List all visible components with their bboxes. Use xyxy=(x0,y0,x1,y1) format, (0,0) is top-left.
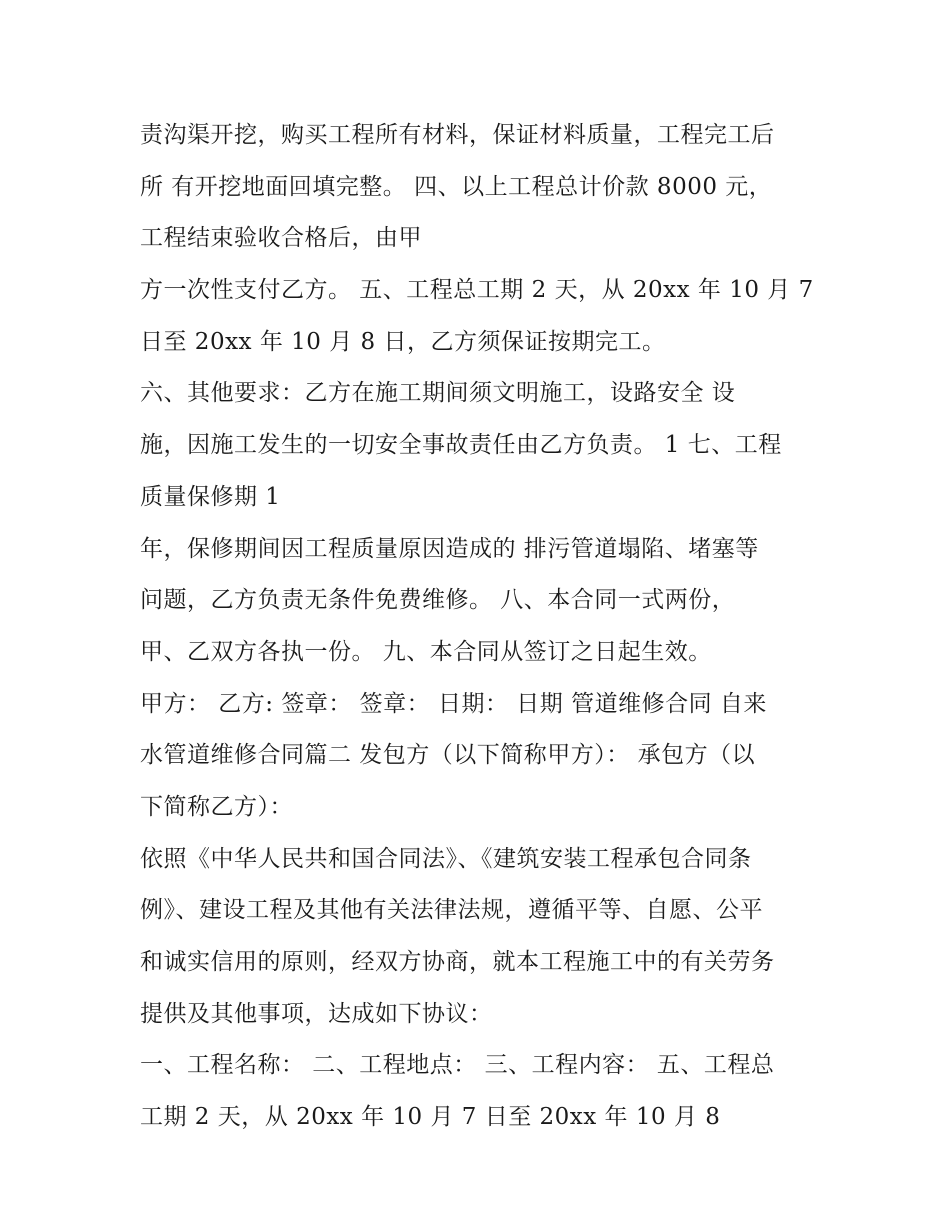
text-line: 施，因施工发生的一切安全事故责任由乙方负责。 1 七、工程 xyxy=(140,432,782,459)
text-line: 例》、建设工程及其他有关法律法规，遵循平等、自愿、公平 xyxy=(140,897,763,924)
text-line: 和诚实信用的原则，经双方协商，就本工程施工中的有关劳务 xyxy=(140,949,775,975)
document-body xyxy=(140,110,830,1144)
text-line: 日至 20xx 年 10 月 8 日，乙方须保证按期完工。 xyxy=(140,328,666,355)
text-line: 甲方： 乙方: 签章： 签章： 日期： 日期 管道维修合同 自来 xyxy=(140,690,767,717)
text-line: 下简称乙方）： xyxy=(140,793,293,820)
text-line: 方一次性支付乙方。 五、工程总工期 2 天，从 20xx 年 10 月 7 xyxy=(140,277,814,304)
text-line: 质量保修期 1 xyxy=(140,483,281,510)
text-line: 年，保修期间因工程质量原因造成的 排污管道塌陷、堵塞等 xyxy=(140,535,759,562)
text-line: 工程结束验收合格后，由甲 xyxy=(140,225,422,252)
text-line: 问题，乙方负责无条件免费维修。 八、本合同一式两份， xyxy=(140,587,736,614)
text-line: 一、工程名称： 二、工程地点： 三、工程内容： 五、工程总 xyxy=(140,1052,775,1079)
text-line: 所 有开挖地面回填完整。 四、以上工程总计价款 8000 元， xyxy=(140,173,773,200)
text-line: 工期 2 天，从 20xx 年 10 月 7 日至 20xx 年 10 月 8 xyxy=(140,1104,721,1131)
text-line: 水管道维修合同篇二 发包方（以下简称甲方）： 承包方（以 xyxy=(140,742,756,769)
text-line: 依照《中华人民共和国合同法》、《建筑安装工程承包合同条 xyxy=(140,845,752,872)
text-line: 甲、乙双方各执一份。 九、本合同从签订之日起生效。 xyxy=(140,638,712,665)
text-line: 提供及其他事项，达成如下协议： xyxy=(140,1000,493,1027)
text-line: 责沟渠开挖，购买工程所有材料，保证材料质量，工程完工后 xyxy=(140,122,775,148)
text-line: 六、其他要求：乙方在施工期间须文明施工，设路安全 设 xyxy=(140,380,736,407)
